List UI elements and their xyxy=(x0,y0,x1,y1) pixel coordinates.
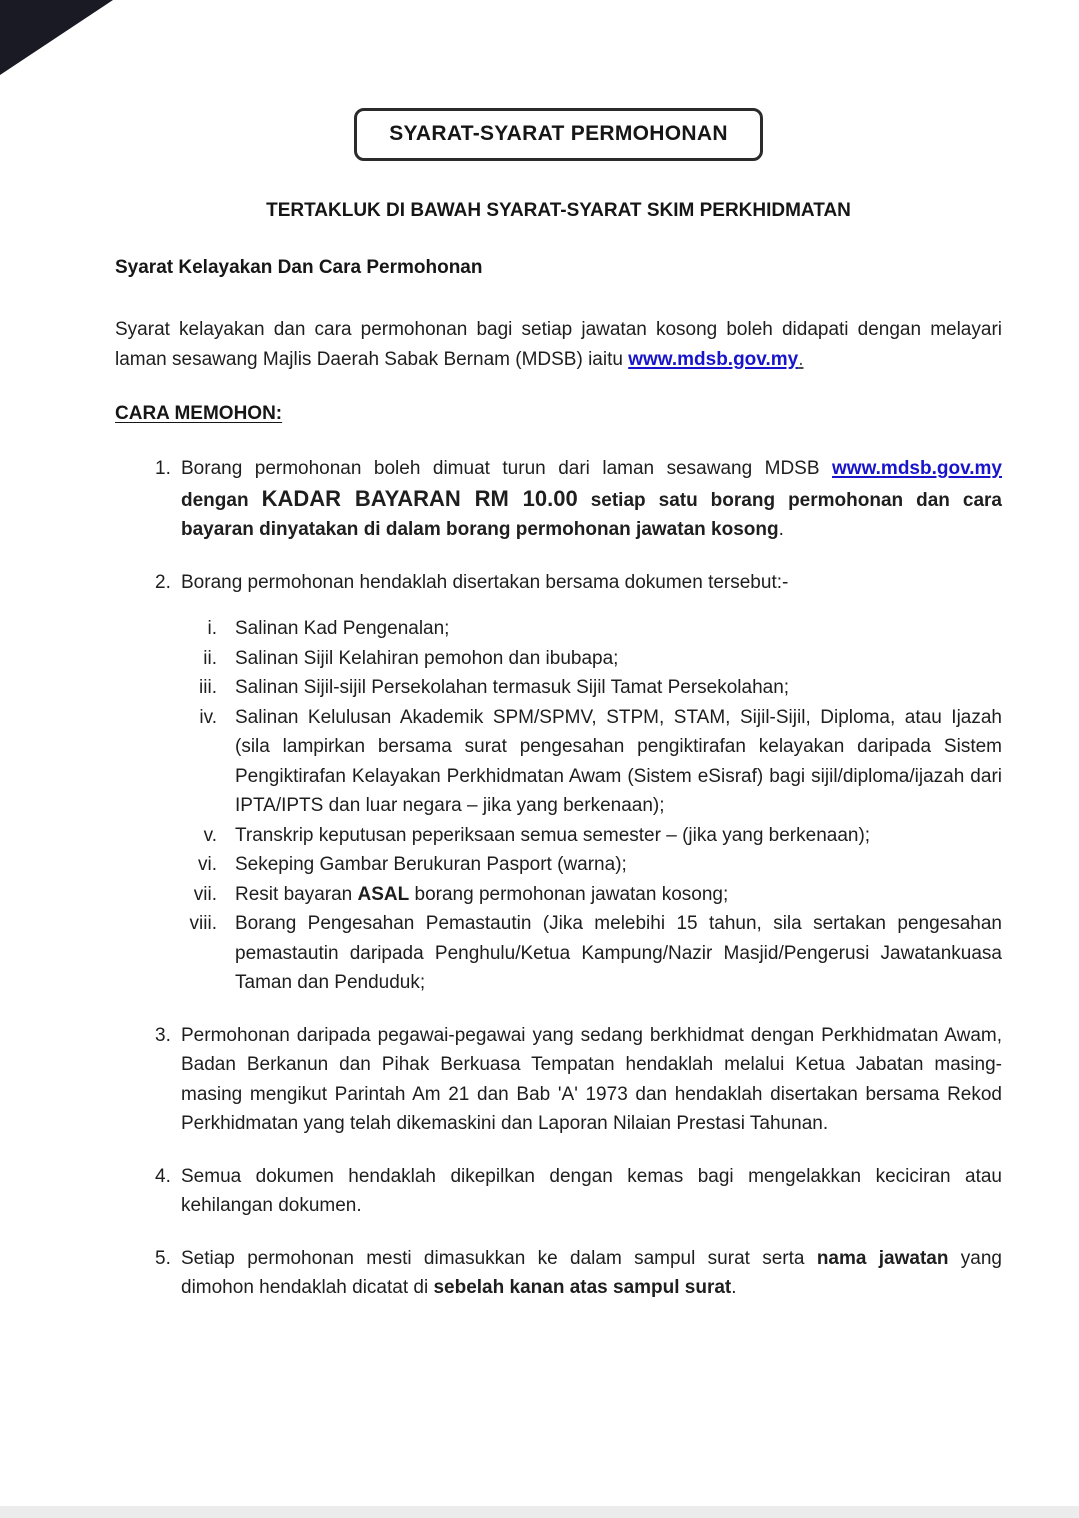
sub-item-v xyxy=(181,821,1002,851)
sub-item-vi-marker: vi. xyxy=(198,854,217,875)
item-5-before: Setiap permohonan mesti dimasukkan ke dalam sampul surat serta xyxy=(181,1247,817,1269)
list-item-4 xyxy=(155,1162,1002,1221)
item-5-marker: 5. xyxy=(155,1247,171,1269)
page-title: SYARAT-SYARAT PERMOHONAN xyxy=(389,122,728,145)
item-1-bold-mid: dengan xyxy=(181,489,262,511)
item-3-text: Permohonan daripada pegawai-pegawai yang sedang berkhidmat dengan Perkhidmatan Awam, Badan Berkanun dan Pihak Berkuasa Tempatan hendaklah melalui Ketua Jabatan masing-masing mengikut Parintah Am 21 dan Bab 'A' 1973 dan hendaklah disertakan bersama Rekod Perkhidmatan yang telah dikemaskini dan Laporan Nilaian Prestasi Tahunan. xyxy=(181,1024,1002,1134)
sub-item-vii xyxy=(181,880,1002,910)
intro-link-period: . xyxy=(798,348,804,370)
sub-item-iii xyxy=(181,673,1002,703)
item-1-kadar-bayaran: KADAR BAYARAN RM 10.00 xyxy=(261,485,578,511)
sub-item-iii-marker: iii. xyxy=(199,677,217,698)
title-row xyxy=(115,108,1002,161)
item-3-marker: 3. xyxy=(155,1024,171,1046)
sub-item-iii-text: Salinan Sijil-sijil Persekolahan termasuk Sijil Tamat Persekolahan; xyxy=(235,677,790,698)
memohon-heading: CARA MEMOHON: xyxy=(115,403,283,424)
sub-item-vi xyxy=(181,850,1002,880)
sub-item-v-marker: v. xyxy=(203,824,217,846)
sub-item-ii-text: Salinan Sijil Kelahiran pemohon dan ibubapa; xyxy=(235,647,619,669)
bottom-scan-strip xyxy=(0,1506,1079,1518)
item-1-before-link: Borang permohonan boleh dimuat turun dari laman sesawang MDSB xyxy=(181,458,833,479)
item-1-bold-rest: setiap satu borang permohonan dan cara bayaran dinyatakan di dalam borang permohonan jawatan kosong xyxy=(181,489,1002,540)
sub-item-vii-text xyxy=(235,880,1002,910)
sub-item-iv-text: Salinan Kelulusan Akademik SPM/SPMV, STPM, STAM, Sijil-Sijil, Diploma, atau Ijazah (sila lampirkan bersama surat pengesahan pengiktirafan kelayakan daripada Sistem Pengiktirafan Kelayakan Perkhidmatan Awam (Sistem eSisraf) bagi sijil/diploma/ijazah dari IPTA/IPTS dan luar negara – jika yang berkenaan); xyxy=(235,706,1002,816)
item-2-body xyxy=(181,568,1002,998)
list-item-3 xyxy=(155,1021,1002,1139)
kelayakan-heading: Syarat Kelayakan Dan Cara Permohonan xyxy=(115,257,483,278)
list-item-1 xyxy=(155,454,1002,545)
item-1-marker: 1. xyxy=(155,458,171,479)
sub-item-vii-marker: vii. xyxy=(193,883,217,905)
sub-item-vii-before: Resit bayaran xyxy=(235,883,358,905)
sub-item-v-text: Transkrip keputusan peperiksaan semua semester – (jika yang berkenaan); xyxy=(235,824,871,846)
sub-item-ii-marker: ii. xyxy=(203,647,217,669)
item-4-marker: 4. xyxy=(155,1165,171,1187)
list-item-2 xyxy=(155,568,1002,998)
item-5-text xyxy=(181,1244,1002,1303)
sub-item-vii-asal: ASAL xyxy=(357,883,410,905)
sub-item-vi-text: Sekeping Gambar Berukuran Pasport (warna); xyxy=(235,854,627,875)
intro-paragraph xyxy=(115,315,1002,374)
sub-item-iv-marker: iv. xyxy=(199,706,217,728)
title-box xyxy=(354,108,763,161)
item-4-text: Semua dokumen hendaklah dikepilkan dengan kemas bagi mengelakkan keciciran atau kehilangan dokumen. xyxy=(181,1165,1002,1216)
sub-item-viii-marker: viii. xyxy=(189,913,217,934)
item-5-nama-jawatan: nama jawatan xyxy=(816,1247,949,1269)
item-5-sebelah-kanan: sebelah kanan atas sampul surat xyxy=(433,1277,732,1298)
mdsb-link[interactable]: www.mdsb.gov.my xyxy=(628,348,799,370)
item-1-text xyxy=(181,454,1002,545)
mdsb-link-2[interactable]: www.mdsb.gov.my xyxy=(832,458,1002,479)
sub-item-i-marker: i. xyxy=(207,618,217,639)
subtitle: TERTAKLUK DI BAWAH SYARAT-SYARAT SKIM PERKHIDMATAN xyxy=(266,200,851,221)
item-5-period: . xyxy=(731,1277,737,1298)
sub-item-viii xyxy=(181,909,1002,998)
sub-item-viii-text: Borang Pengesahan Pemastautin (Jika melebihi 15 tahun, sila sertakan pengesahan pemastautin daripada Penghulu/Ketua Kampung/Nazir Masjid/Pengerusi Jawatankuasa Taman dan Penduduk; xyxy=(235,913,1002,993)
item-2-text: Borang permohonan hendaklah disertakan bersama dokumen tersebut:- xyxy=(181,571,789,593)
intro-text: Syarat kelayakan dan cara permohonan bagi setiap jawatan kosong boleh didapati dengan melayari laman sesawang Majlis Daerah Sabak Bernam (MDSB) iaitu xyxy=(115,319,1002,370)
sub-item-iv xyxy=(181,703,1002,821)
sub-item-i xyxy=(181,614,1002,644)
sub-item-i-text: Salinan Kad Pengenalan; xyxy=(235,618,450,639)
sub-item-vii-after: borang permohonan jawatan kosong; xyxy=(409,883,729,905)
sub-item-ii xyxy=(181,644,1002,674)
item-1-period: . xyxy=(778,519,784,540)
list-item-5 xyxy=(155,1244,1002,1303)
roman-sublist xyxy=(181,614,1002,998)
item-2-marker: 2. xyxy=(155,571,171,593)
numbered-list xyxy=(155,454,1002,1303)
item-5-mid: yang dimohon hendaklah dicatat di xyxy=(181,1247,1002,1298)
